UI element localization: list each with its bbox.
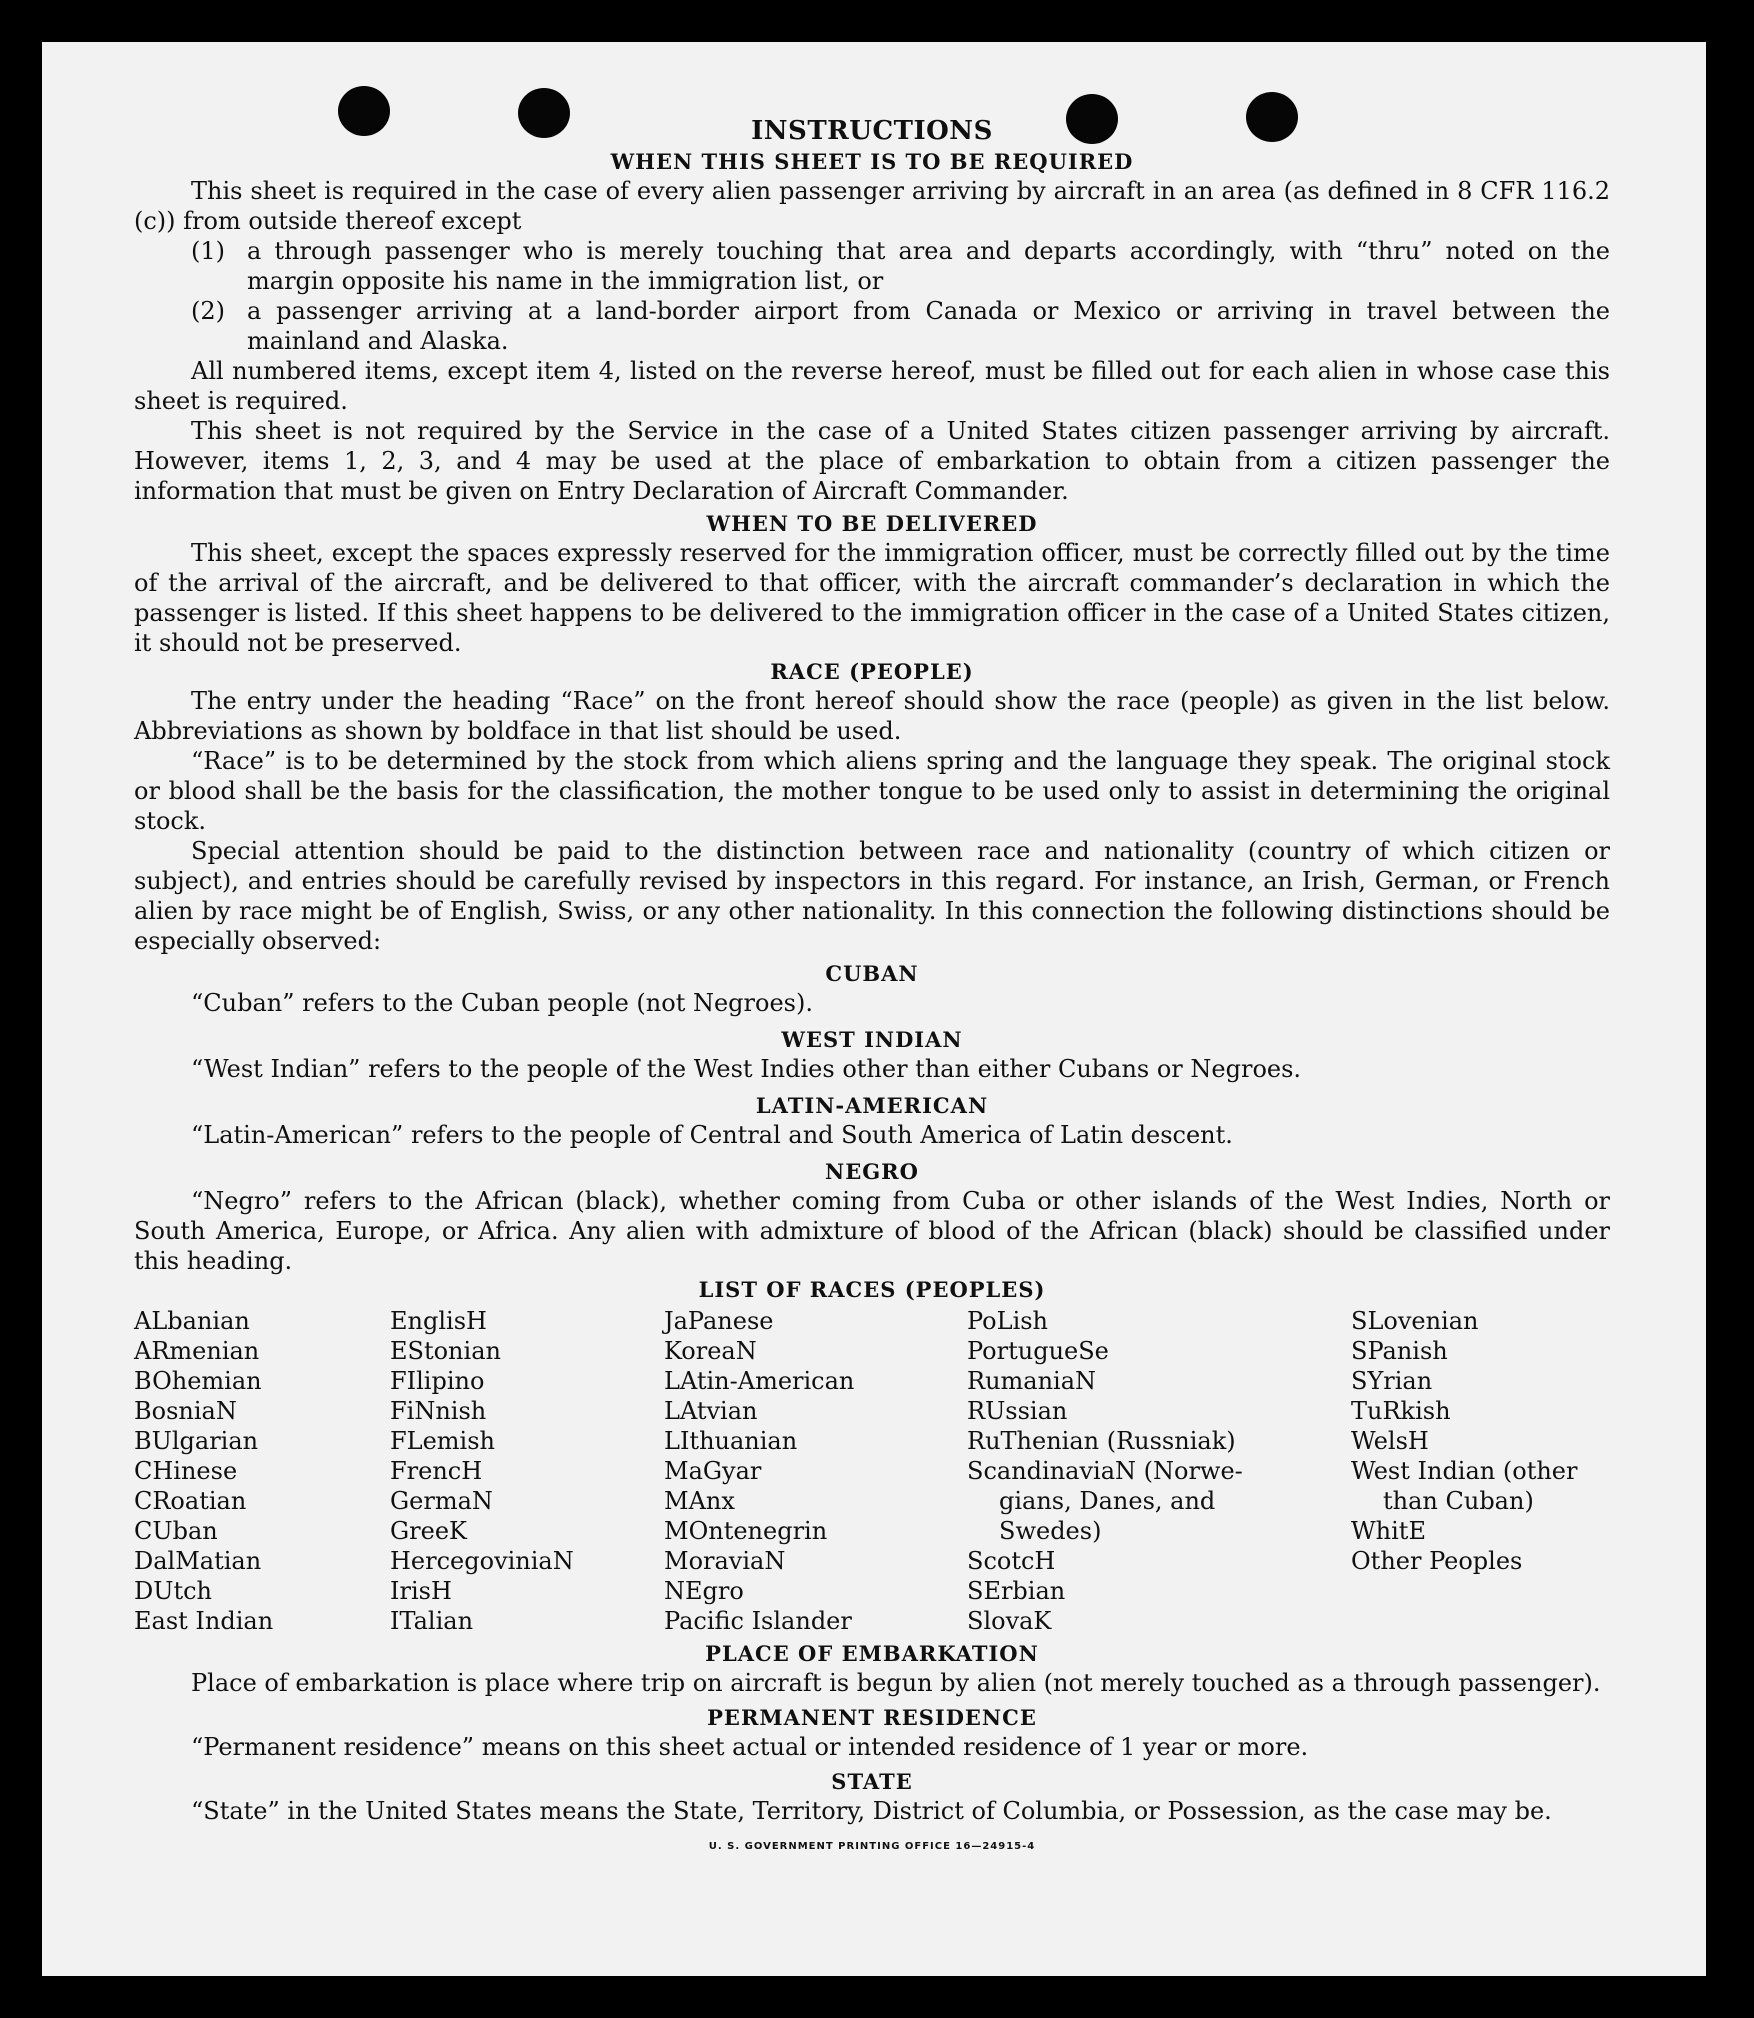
page-title: INSTRUCTIONS (751, 116, 993, 146)
race-entry: RumaniaN (967, 1367, 1097, 1395)
race-entry: SlovaK (967, 1607, 1052, 1635)
race-entry: LAtvian (664, 1397, 758, 1425)
race-entry: CHinese (134, 1457, 238, 1485)
race-entry: BOhemian (134, 1367, 262, 1395)
paragraph: All numbered items, except item 4, listed on the reverse hereof, must be filled out for each alien in whose case this sheet is required. (134, 357, 1610, 415)
race-entry: LIthuanian (664, 1427, 798, 1455)
race-entry: CUban (134, 1517, 218, 1545)
race-entry: JaPanese (664, 1307, 774, 1335)
race-entry: LAtin-American (664, 1367, 855, 1395)
exception-number: (2) (191, 297, 225, 325)
paragraph: The entry under the heading “Race” on the front hereof should show the race (people) as given in the list below. Abbreviations as shown by boldface in that list should be used. (134, 687, 1610, 745)
race-entry-continued: than Cuban) (1383, 1487, 1534, 1515)
race-column (1351, 1306, 1610, 1636)
race-column (390, 1306, 664, 1636)
document-page (42, 42, 1706, 1976)
paragraph: Place of embarkation is place where trip on aircraft is begun by alien (not merely touched as a through passenger). (191, 1669, 1601, 1697)
heading-race: RACE (PEOPLE) (770, 659, 974, 684)
race-entry: MoraviaN (664, 1547, 786, 1575)
exception-item (191, 296, 1610, 356)
heading-when-required: WHEN THIS SHEET IS TO BE REQUIRED (610, 149, 1134, 174)
printing-office-imprint: U. S. GOVERNMENT PRINTING OFFICE 16—24915-4 (708, 1841, 1036, 1852)
race-list (134, 1306, 1610, 1636)
race-entry: PoLish (967, 1307, 1049, 1335)
race-entry: Pacific Islander (664, 1607, 852, 1635)
race-entry: NEgro (664, 1577, 744, 1605)
race-entry: West Indian (other (1351, 1457, 1578, 1485)
paragraph: “Negro” refers to the African (black), whether coming from Cuba or other islands of the West Indies, North or South America, Europe, or Africa. Any alien with admixture of blood of the African (black) should be classified under this heading. (134, 1187, 1610, 1275)
race-entry: BosniaN (134, 1397, 237, 1425)
race-entry: FIlipino (390, 1367, 485, 1395)
race-entry: FLemish (390, 1427, 495, 1455)
race-entry: SYrian (1351, 1367, 1433, 1395)
exception-text: a passenger arriving at a land-border airport from Canada or Mexico or arriving in travel between the mainland and Alaska. (247, 297, 1610, 355)
paragraph: “State” in the United States means the State, Territory, District of Columbia, or Possession, as the case may be. (191, 1797, 1552, 1825)
race-entry: ScandinaviaN (Norwe- (967, 1457, 1243, 1485)
heading-permanent-residence: PERMANENT RESIDENCE (707, 1705, 1037, 1730)
heading-cuban: CUBAN (825, 961, 919, 986)
exception-text: a through passenger who is merely touching that area and departs accordingly, with “thru” noted on the margin opposite his name in the immigration list, or (247, 237, 1610, 295)
race-column (967, 1306, 1351, 1636)
race-entry: WhitE (1351, 1517, 1426, 1545)
race-entry: DUtch (134, 1577, 213, 1605)
race-entry: ITalian (390, 1607, 474, 1635)
race-entry: CRoatian (134, 1487, 247, 1515)
race-entry: ARmenian (134, 1337, 260, 1365)
race-entry: RUssian (967, 1397, 1068, 1425)
heading-when-delivered: WHEN TO BE DELIVERED (706, 511, 1038, 536)
race-entry: EStonian (390, 1337, 501, 1365)
race-entry: PortugueSe (967, 1337, 1109, 1365)
race-entry: MAnx (664, 1487, 735, 1515)
race-entry: WelsH (1351, 1427, 1429, 1455)
heading-latin-american: LATIN-AMERICAN (755, 1093, 989, 1118)
race-entry: East Indian (134, 1607, 274, 1635)
race-entry: DalMatian (134, 1547, 262, 1575)
race-entry: GermaN (390, 1487, 493, 1515)
heading-state: STATE (831, 1769, 913, 1794)
race-entry: ALbanian (134, 1307, 250, 1335)
heading-negro: NEGRO (825, 1159, 919, 1184)
race-entry: GreeK (390, 1517, 467, 1545)
paragraph: “Cuban” refers to the Cuban people (not Negroes). (191, 989, 813, 1017)
race-entry: IrisH (390, 1577, 452, 1605)
race-entry: FiNnish (390, 1397, 487, 1425)
race-entry: RuThenian (Russniak) (967, 1427, 1236, 1455)
paragraph: “Latin-American” refers to the people of Central and South America of Latin descent. (191, 1121, 1233, 1149)
paragraph: This sheet, except the spaces expressly reserved for the immigration officer, must be correctly filled out by the time of the arrival of the aircraft, and be delivered to that officer, with the aircraft commander’s declaration in which the passenger is listed. If this sheet happens to be delivered to the immigration officer in the case of a United States citizen, it should not be preserved. (134, 539, 1610, 657)
exception-number: (1) (191, 237, 225, 265)
paragraph: “Race” is to be determined by the stock from which aliens spring and the language they speak. The original stock or blood shall be the basis for the classification, the mother tongue to be used only to assist in determining the original stock. (134, 747, 1610, 835)
heading-place-of-embarkation: PLACE OF EMBARKATION (705, 1641, 1039, 1666)
race-entry-continued: gians, Danes, and (999, 1487, 1216, 1515)
race-entry: MaGyar (664, 1457, 762, 1485)
heading-list-of-races: LIST OF RACES (PEOPLES) (698, 1277, 1046, 1302)
race-column (664, 1306, 967, 1636)
paragraph: “Permanent residence” means on this sheet actual or intended residence of 1 year or more. (191, 1733, 1309, 1761)
race-entry: BUlgarian (134, 1427, 259, 1455)
race-entry: Other Peoples (1351, 1547, 1523, 1575)
race-entry: SPanish (1351, 1337, 1448, 1365)
race-entry: MOntenegrin (664, 1517, 828, 1545)
paragraph: “West Indian” refers to the people of the West Indies other than either Cubans or Negroes. (191, 1055, 1302, 1083)
paragraph: This sheet is required in the case of every alien passenger arriving by aircraft in an area (as defined in 8 CFR 116.2 (c)) from outside thereof except (134, 177, 1610, 235)
race-entry: KoreaN (664, 1337, 757, 1365)
race-entry: SErbian (967, 1577, 1066, 1605)
race-entry-continued: Swedes) (999, 1517, 1102, 1545)
race-entry: HercegoviniaN (390, 1547, 574, 1575)
paragraph: This sheet is not required by the Service in the case of a United States citizen passenger arriving by aircraft. However, items 1, 2, 3, and 4 may be used at the place of embarkation to obtain from a citizen passenger the information that must be given on Entry Declaration of Aircraft Commander. (134, 417, 1610, 505)
race-entry: TuRkish (1351, 1397, 1451, 1425)
race-entry: ScotcH (967, 1547, 1056, 1575)
race-entry: SLovenian (1351, 1307, 1479, 1335)
paragraph: Special attention should be paid to the distinction between race and nationality (country of which citizen or subject), and entries should be carefully revised by inspectors in this regard. For instance, an Irish, German, or French alien by race might be of English, Swiss, or any other nationality. In this connection the following distinctions should be especially observed: (134, 837, 1610, 955)
race-entry: EnglisH (390, 1307, 487, 1335)
race-column (134, 1306, 390, 1636)
exception-item (191, 236, 1610, 296)
instructions-body (134, 114, 1610, 1854)
heading-west-indian: WEST INDIAN (781, 1027, 963, 1052)
race-entry: FrencH (390, 1457, 483, 1485)
